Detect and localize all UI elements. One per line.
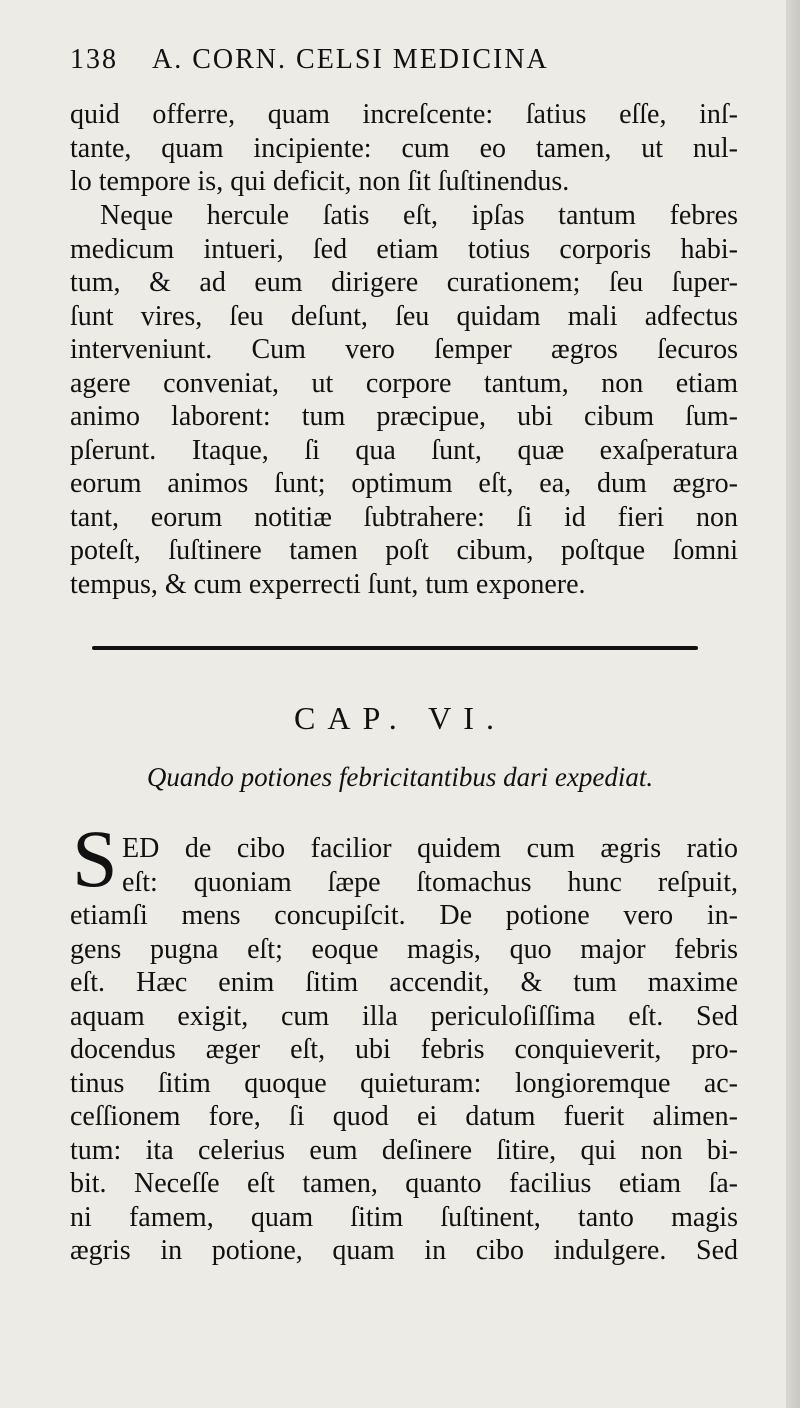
running-head [70, 44, 730, 84]
text-line: etiamſi mens concupiſcit. De potione vero in- [70, 900, 738, 931]
text-line: gens pugna eſt; eoque magis, quo major febris [70, 933, 738, 965]
text-line: medicum intueri, ſed etiam totius corporis habi- [70, 233, 738, 265]
text-line: interveniunt. Cum vero ſemper ægros ſecuros [70, 334, 738, 365]
text-line: tinus ſitim quoque quieturam: longioremque ac- [70, 1067, 738, 1099]
text-line: ſunt vires, ſeu deſunt, ſeu quidam mali adfectus [70, 300, 738, 332]
text-line: docendus æger eſt, ubi febris conquieverit, pro- [70, 1034, 738, 1065]
text-line: lo tempore is, qui deficit, non ſit ſuſtinendus. [70, 166, 570, 197]
text-line: eorum animos ſunt; optimum eſt, ea, dum ægro- [70, 468, 738, 499]
text-line: ni famem, quam ſitim ſuſtinent, tanto magis [70, 1201, 738, 1233]
section-divider-rule [92, 646, 698, 650]
text-line: aquam exigit, cum illa periculoſiſſima eſt. Sed [70, 1000, 738, 1032]
text-line: pſerunt. Itaque, ſi qua ſunt, quæ exaſperatura [70, 434, 738, 466]
text-line: eſt. Hæc enim ſitim accendit, & tum maxime [70, 967, 738, 998]
text-line: agere conveniat, ut corpore tantum, non etiam [70, 367, 738, 399]
text-line: eſt: quoniam ſæpe ſtomachus hunc reſpuit, [122, 866, 738, 898]
drop-cap: S [72, 813, 118, 904]
text-line: ægris in potione, quam in cibo indulgere. Sed [70, 1235, 738, 1266]
text-line: tante, quam incipiente: cum eo tamen, ut nul- [70, 132, 738, 164]
text-line: ceſſionem fore, ſi quod ei datum fuerit alimen- [70, 1101, 738, 1132]
text-line: tum, & ad eum dirigere curationem; ſeu ſuper- [70, 267, 738, 298]
paragraph-neque [70, 199, 738, 601]
chapter-subtitle: Quando potiones febricitantibus dari expediat. [146, 762, 654, 792]
text-line: tant, eorum notitiæ ſubtrahere: ſi id fieri non [70, 501, 738, 533]
text-line: ED de cibo facilior quidem cum ægris ratio [122, 833, 738, 864]
chapter-heading: CAP. VI. [294, 700, 506, 736]
text-line: animo laborent: tum præcipue, ubi cibum ſum- [70, 401, 738, 432]
text-line: tum: ita celerius eum deſinere ſitire, qui non bi- [70, 1134, 738, 1166]
text-line: tempus, & cum experrecti ſunt, tum exponere. [70, 568, 586, 600]
paragraph-sed [70, 832, 738, 1268]
text-line: Neque hercule ſatis eſt, ipſas tantum febres [100, 200, 738, 231]
paragraph-continued [70, 98, 738, 199]
text-line: bit. Neceſſe eſt tamen, quanto facilius etiam ſa- [70, 1168, 738, 1199]
text-line: poteſt, ſuſtinere tamen poſt cibum, poſtque ſomni [70, 535, 738, 566]
page-number: 138 [70, 44, 118, 75]
running-title: A. CORN. CELSI MEDICINA [152, 44, 549, 75]
text-line: quid offerre, quam increſcente: ſatius eſſe, inſ- [70, 99, 738, 130]
